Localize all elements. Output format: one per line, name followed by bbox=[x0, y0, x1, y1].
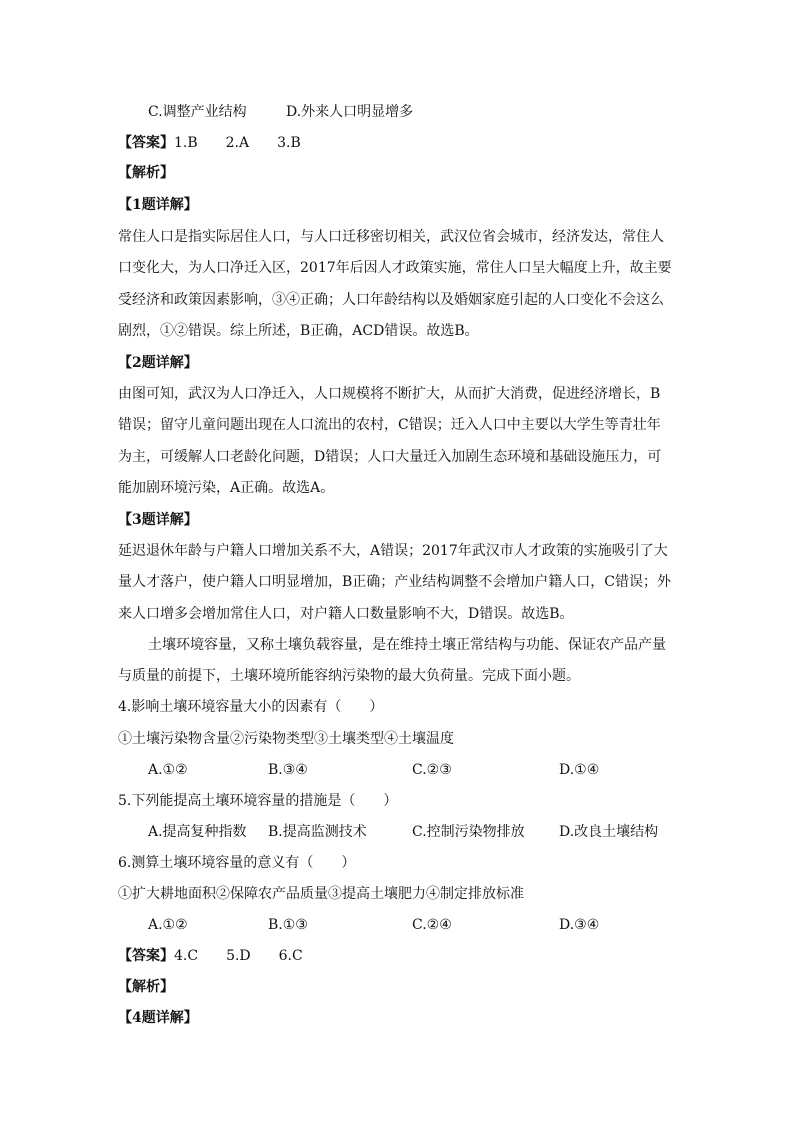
option-b: B.提高监测技术 bbox=[268, 824, 367, 840]
option-d: D.外来人口明显增多 bbox=[286, 104, 414, 120]
detail-3-line: 延迟退休年龄与户籍人口增加关系不大，A错误；2017年武汉市人才政策的实施吸引了大 bbox=[118, 543, 668, 559]
option-d: D.改良土壤结构 bbox=[559, 824, 659, 840]
question-4-options bbox=[118, 760, 678, 780]
detail-1-heading: 【1题详解】 bbox=[118, 197, 198, 213]
detail-1-line: 剧烈，①②错误。综上所述，B正确，ACD错误。故选B。 bbox=[118, 323, 479, 339]
passage-line: 与质量的前提下，土壤环境所能容纳污染物的最大负荷量。完成下面小题。 bbox=[118, 668, 580, 684]
detail-2-line: 由图可知，武汉为人口净迁入，人口规模将不断扩大，从而扩大消费，促进经济增长，B bbox=[118, 386, 661, 402]
answer-label: 【答案】 bbox=[118, 135, 174, 151]
detail-2-line: 能加剧环境污染，A正确。故选A。 bbox=[118, 480, 335, 496]
option-b: B.①③ bbox=[268, 917, 308, 933]
option-c: C.控制污染物排放 bbox=[412, 824, 525, 840]
option-c: C.②④ bbox=[412, 917, 452, 933]
option-a: A.提高复种指数 bbox=[148, 824, 247, 840]
question-4-items: ①土壤污染物含量②污染物类型③土壤类型④土壤温度 bbox=[118, 731, 454, 747]
question-5-stem: 5.下列能提高土壤环境容量的措施是（ ） bbox=[118, 793, 398, 809]
answer-value: 1.B 2.A 3.B bbox=[174, 135, 301, 151]
detail-4-heading: 【4题详解】 bbox=[118, 1010, 198, 1026]
q3-options-tail bbox=[118, 102, 678, 122]
option-a: A.①② bbox=[148, 917, 188, 933]
analysis-label: 【解析】 bbox=[118, 165, 174, 181]
answer-label: 【答案】 bbox=[118, 948, 174, 964]
detail-1-line: 受经济和政策因素影响，③④正确；人口年龄结构以及婚姻家庭引起的人口变化不会这么 bbox=[118, 292, 664, 308]
answer-value: 4.C 5.D 6.C bbox=[174, 948, 303, 964]
question-6-options bbox=[118, 915, 678, 935]
option-b: B.③④ bbox=[268, 762, 308, 778]
detail-3-line: 来人口增多会增加常住人口，对户籍人口数量影响不大，D错误。故选B。 bbox=[118, 606, 574, 622]
detail-3-line: 量人才落户，使户籍人口明显增加，B正确；产业结构调整不会增加户籍人口，C错误；外 bbox=[118, 574, 671, 590]
option-a: A.①② bbox=[148, 762, 188, 778]
answer-line-1 bbox=[118, 133, 301, 153]
option-d: D.①④ bbox=[559, 762, 600, 778]
option-c: C.②③ bbox=[412, 762, 452, 778]
passage-line: 土壤环境容量，又称土壤负载容量，是在维持土壤正常结构与功能、保证农产品产量 bbox=[148, 637, 666, 653]
detail-2-line: 为主，可缓解人口老龄化问题，D错误；人口大量迁入加剧生态环境和基础设施压力，可 bbox=[118, 449, 662, 465]
question-5-options bbox=[118, 822, 678, 842]
option-c: C.调整产业结构 bbox=[148, 104, 247, 120]
detail-2-heading: 【2题详解】 bbox=[118, 355, 198, 371]
analysis-label: 【解析】 bbox=[118, 979, 174, 995]
detail-1-line: 口变化大，为人口净迁入区，2017年后因人才政策实施，常住人口呈大幅度上升，故主要 bbox=[118, 260, 672, 276]
detail-1-line: 常住人口是指实际居住人口，与人口迁移密切相关，武汉位省会城市，经济发达，常住人 bbox=[118, 229, 664, 245]
detail-2-line: 错误；留守儿童问题出现在人口流出的农村，C错误；迁入人口中主要以大学生等青壮年 bbox=[118, 417, 661, 433]
question-4-stem: 4.影响土壤环境容量大小的因素有（ ） bbox=[118, 699, 384, 715]
detail-3-heading: 【3题详解】 bbox=[118, 512, 198, 528]
question-6-stem: 6.测算土壤环境容量的意义有（ ） bbox=[118, 855, 356, 871]
question-6-items: ①扩大耕地面积②保障农产品质量③提高土壤肥力④制定排放标准 bbox=[118, 886, 524, 902]
option-d: D.③④ bbox=[559, 917, 600, 933]
answer-line-2 bbox=[118, 946, 303, 966]
